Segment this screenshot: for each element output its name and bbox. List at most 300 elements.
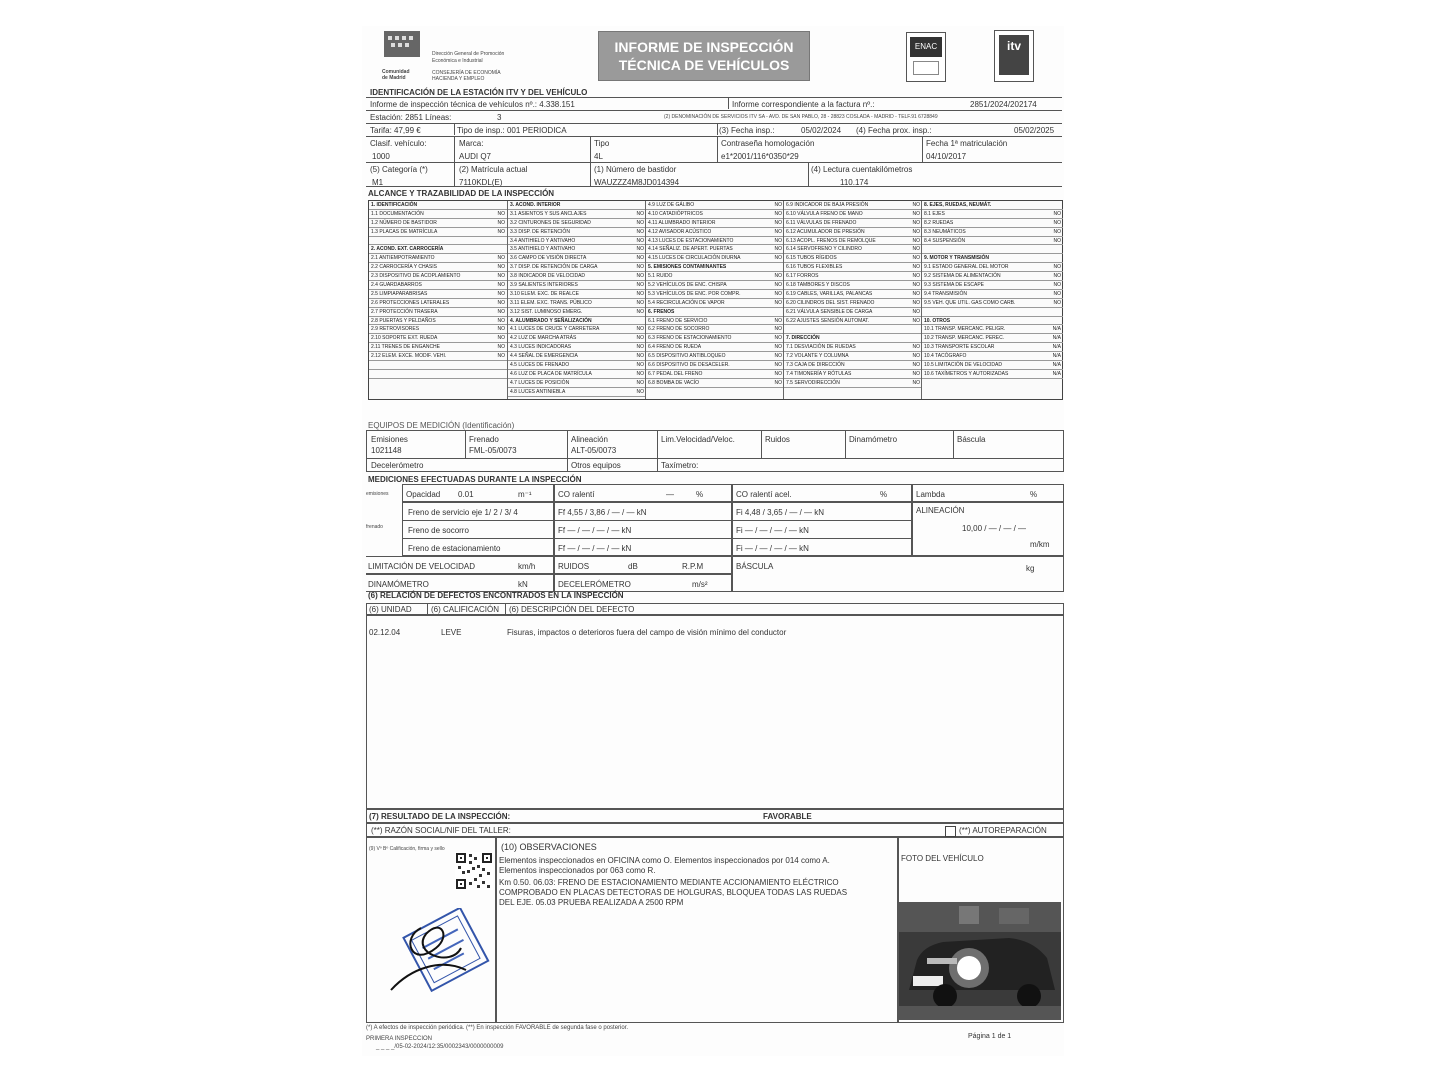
decelerometer-label: DECELERÓMETRO [558,580,631,589]
scope-item [922,254,1063,263]
scope-item [784,299,922,308]
scope-item-value: NO [1053,273,1061,280]
vehicle-class: 1000 [372,152,390,161]
scope-item [508,370,646,379]
scope-item-value: NO [636,246,644,253]
report-title-line-1: INFORME DE INSPECCIÓN [614,39,794,55]
scope-item-value: NO [1053,237,1061,244]
inspection-type: Tipo de insp.: 001 PERIODICA [457,126,567,135]
scope-item-value: NO [636,273,644,280]
scope-item [784,370,922,379]
enac-logo [906,32,946,82]
scope-col-1 [369,201,507,399]
scope-item [922,228,1063,237]
noise-unit: dB [628,562,638,571]
authority-line-1: Dirección General de Promoción [432,51,505,57]
scope-item [508,352,646,361]
parking-brake-ff: Ff — / — / — / — kN [558,544,632,553]
service-brake-ff: Ff 4,55 / 3,86 / — / — kN [558,508,647,517]
scope-item-label: 6.1 FRENO DE SERVICIO [648,317,708,324]
scope-item-label: 6.7 PEDAL DEL FRENO [648,370,703,377]
scope-item [646,237,784,246]
scope-item [922,245,1063,254]
scope-item [646,370,784,379]
service-brake-label: Freno de servicio eje 1/ 2 / 3/ 4 [408,508,518,517]
scope-item-value: NO [497,255,505,262]
scope-item [784,352,922,361]
scope-col-3 [645,201,784,399]
scope-item-value: N/A [1052,335,1061,342]
report-title-line-2: TÉCNICA DE VEHÍCULOS [618,57,790,73]
scope-item-value: NO [912,246,920,253]
scope-item-value: NO [497,264,505,271]
identification-title: IDENTIFICACIÓN DE LA ESTACIÓN ITV Y DEL VEHÍCULO [370,88,588,97]
scope-item [646,343,784,352]
scope-item [922,237,1063,246]
footer-note: (*) A efectos de inspección periódica. (**) En inspección FAVORABLE de segunda fase o posterior. [366,1025,629,1031]
scope-item-value: NO [912,282,920,289]
scope-item-value: NO [774,210,782,217]
scope-item-label: 9.4 TRANSMISIÓN [924,290,967,297]
scope-item-value: NO [636,370,644,377]
self-repair-checkbox[interactable] [945,826,956,837]
scope-item-label: 3.1 ASIENTOS Y SUS ANCLAJES [510,210,587,217]
authority-line-3: CONSEJERÍA DE ECONOMÍA [432,70,501,76]
opacity-value: 0.01 [458,490,474,499]
page-number: Página 1 de 1 [968,1033,1012,1040]
result-value: FAVORABLE [763,812,812,821]
scope-item-value: NO [774,255,782,262]
scope-item-label: 2.9 RETROVISORES [371,326,420,333]
scope-item-value: N/A [1052,362,1061,369]
scope-item [508,263,646,272]
type-label: Tipo [594,139,610,148]
scope-item-label: 6. FRENOS [648,308,675,315]
scope-item-label: 3.3 DISP. DE RETENCIÓN [510,228,570,235]
scope-item [922,352,1063,361]
scope-item-label: 8. EJES, RUEDAS, NEUMÁT. [924,202,992,208]
scope-item [922,308,1063,317]
scope-item-value: NO [497,344,505,351]
co-unit: % [696,490,704,499]
scope-item-value: NO [497,219,505,226]
scope-item-label: 4.4 SEÑAL DE EMERGENCIA [510,353,578,360]
scope-item-label: 2.5 LIMPIAPARABRISAS [371,290,428,297]
noise-equipment-label: Ruidos [765,435,790,444]
first-registration: 04/10/2017 [926,152,967,161]
scope-item [784,290,922,299]
alignment-value: 10,00 / — / — / — [962,524,1027,533]
scope-item-value: NO [636,344,644,351]
scope-item [784,379,922,388]
scope-item [646,325,784,334]
category-label: (5) Categoría (*) [370,165,428,174]
scope-item-label: 1. IDENTIFICACIÓN [371,202,418,208]
scope-item-value: NO [636,379,644,386]
observation-line-3: Km 0.50. 06.03: FRENO DE ESTACIONAMIENTO MEDIANTE ACCIONAMIENTO ELÉCTRICO [499,878,839,887]
scope-item [508,245,646,254]
scope-item [646,299,784,308]
scope-item-label: 6.12 ACUMULADOR DE PRESIÓN [786,228,865,235]
scope-item-label: 6.16 TUBOS FLEXIBLES [786,264,843,271]
scope-item-value: NO [774,290,782,297]
scope-item-value: NO [774,353,782,360]
scope-item-value: NO [1053,264,1061,271]
speed-equipment-label: Lim.Velocidad/Veloc. [661,435,735,444]
inspection-report-sheet [362,26,1064,1056]
scope-item-value: N/A [1052,353,1061,360]
scope-item-value: NO [774,370,782,377]
scope-item [508,317,646,326]
scope-item-value: NO [636,362,644,369]
scope-item-label: 4.9 LUZ DE GÁLIBO [648,202,695,208]
scope-item-label: 6.9 INDICADOR DE BAJA PRESIÓN [786,202,869,208]
scope-item-value: NO [497,282,505,289]
scope-item-value: NO [636,308,644,315]
scope-item [646,317,784,326]
emergency-brake-fi: Fi — / — / — / — kN [736,526,809,535]
scope-item [508,343,646,352]
inspection-date-label: (3) Fecha insp.: [719,126,775,135]
inspection-date: 05/02/2024 [801,126,842,135]
scope-item-value: NO [912,228,920,235]
alignment-equipment-value: ALT-05/0073 [571,446,617,455]
type: 4L [594,152,603,161]
self-repair-label: (**) AUTOREPARACIÓN [959,826,1047,835]
scope-item-value: NO [497,335,505,342]
scope-item-label: 1.3 PLACAS DE MATRÍCULA [371,228,438,235]
scope-item [646,290,784,299]
dynamometer-unit: kN [518,580,528,589]
defects-col-unit: (6) UNIDAD [369,605,412,614]
scope-item [784,245,922,254]
scope-item-label: 10.1 TRANSP. MERCANC. PELIGR. [924,326,1006,333]
scope-col-4 [783,201,922,399]
scope-item [646,379,784,388]
scope-item-label: 8.2 RUEDAS [924,219,954,226]
scope-item-value: NO [636,326,644,333]
scope-item [369,317,507,326]
scope-item [784,334,922,343]
scope-item-label: 4.8 LUCES ANTINIEBLA [510,388,566,395]
scope-item-value: NO [497,353,505,360]
scope-item-label: 8.1 EJES [924,210,945,217]
scope-item-value: NO [912,370,920,377]
madrid-logo [384,31,420,65]
scope-item [508,281,646,290]
speed-limit-unit: km/h [518,562,536,571]
scope-item-value: NO [774,362,782,369]
scope-item [646,245,784,254]
scope-item [369,281,507,290]
scale-label: BÁSCULA [736,562,774,571]
scope-item-value: NO [774,344,782,351]
scope-item [922,272,1063,281]
scope-item-label: 3.9 SALIENTES INTERIORES [510,282,578,289]
scope-item [369,201,507,210]
defects-list [366,615,1064,809]
scope-item [922,263,1063,272]
scope-item-label: 3.11 ELEM. EXC. TRANS. PÚBLICO [510,299,592,306]
dynamometer-label: DINAMÓMETRO [368,580,429,589]
station-address: (2) DENOMINACIÓN DE SERVICIOS ITV SA - AVD. DE SAN PABLO, 28 - 28823 COSLADA - MADRID - TELF.91 6728849 [664,114,938,120]
scope-item [784,272,922,281]
other-equipment-label: Otros equipos [571,461,621,470]
scope-item [508,290,646,299]
scope-item [922,334,1063,343]
scope-item-label: 6.18 TAMBORES Y DISCOS [786,282,850,289]
enac-logo-text: ENAC [910,37,942,57]
observation-line-1: Elementos inspeccionados en OFICINA como O. Elementos inspeccionados por 014 como A. [499,856,830,865]
parking-brake-label: Freno de estacionamiento [408,544,501,553]
scope-item-value: NO [912,210,920,217]
scope-item [369,343,507,352]
scope-item-value: NO [774,379,782,386]
vehicle-photo-box [898,837,1064,1023]
vin-label: (1) Número de bastidor [594,165,677,174]
scope-item [922,299,1063,308]
scope-item-label: 7. DIRECCIÓN [786,335,820,342]
scope-item-label: 2.6 PROTECCIONES LATERALES [371,299,450,306]
scope-item-label: 6.15 TUBOS RÍGIDOS [786,255,837,262]
vehicle-photo [899,902,1061,1020]
scope-item-label: 5.3 VEHÍCULOS DE ENC. POR COMPR. [648,290,741,297]
brand-label: Marca: [459,139,484,148]
scope-item [922,219,1063,228]
scope-item [646,334,784,343]
scope-item-label: 4.12 AVISADOR ACÚSTICO [648,228,712,235]
scope-item [784,263,922,272]
scope-item-value: NO [497,326,505,333]
opacity-unit: m⁻¹ [518,490,532,499]
scope-item [508,254,646,263]
scope-item-label: 4.6 LUZ DE PLACA DE MATRÍCULA [510,370,592,377]
equipment-table [366,430,1064,472]
scope-item [922,361,1063,370]
scope-item [646,254,784,263]
observations-box [496,837,898,1023]
scope-item [369,370,507,379]
homologation-label: Contraseña homologación [721,139,815,148]
station-info: Estación: 2851 Líneas: [370,113,452,122]
scope-item-value: N/A [1052,370,1061,377]
scope-item-value: NO [774,299,782,306]
scope-item-value: NO [912,237,920,244]
signature-box [366,837,496,1023]
scope-item-label: 6.6 DISPOSITIVO DE DESACELER. [648,362,730,369]
scope-item-value: NO [912,308,920,315]
odometer-label: (4) Lectura cuentakilómetros [811,165,913,174]
scope-item-label: 2.12 ELEM. EXCE. MODIF. VEHI. [371,353,447,360]
scope-item-value: NO [636,237,644,244]
decelerometer-equipment-label: Decelerómetro [371,461,424,470]
scope-grid [368,200,1063,400]
scope-item-value: NO [497,290,505,297]
scope-item-label: 7.1 DESVIACIÓN DE RUEDAS [786,344,856,351]
scope-item [508,272,646,281]
emergency-brake-ff: Ff — / — / — / — kN [558,526,632,535]
scope-item-label: 4.10 CATADIÓPTRICOS [648,210,703,217]
dynamometer-equipment-label: Dinamómetro [849,435,898,444]
scope-item-label: 4.13 LUCES DE ESTACIONAMIENTO [648,237,734,244]
scope-item [508,388,646,397]
scope-item-value: NO [912,255,920,262]
defects-col-class: (6) CALIFICACIÓN [431,605,500,614]
scale-equipment-label: Báscula [957,435,986,444]
workshop-row [366,823,1064,837]
scope-item [784,228,922,237]
scope-item [508,237,646,246]
co-accel-label: CO ralentí acel. [736,490,792,499]
itv-logo [994,30,1034,82]
scope-item-value: NO [636,335,644,342]
scope-item [784,343,922,352]
scope-item-value: NO [774,326,782,333]
scope-item [646,263,784,272]
scope-item-value: N/A [1052,326,1061,333]
scope-item-label: 6.17 FORROS [786,273,819,280]
rpm-unit: R.P.M [682,562,704,571]
scope-item-value: NO [1053,228,1061,235]
scope-item-label: 4.11 ALUMBRADO INTERIOR [648,219,716,226]
equipment-title: EQUIPOS DE MEDICIÓN (Identificación) [368,421,515,430]
scope-item-value: NO [636,219,644,226]
scope-item [508,299,646,308]
scope-item-label: 9.1 ESTADO GENERAL DEL MOTOR [924,264,1009,271]
alignment-label: ALINEACIÓN [916,506,965,515]
scope-item-value: NO [774,282,782,289]
defect-row [367,628,1057,640]
scope-item [369,352,507,361]
photo-label: FOTO DEL VEHÍCULO [901,854,984,863]
scope-item-label: 6.11 VÁLVULAS DE FRENADO [786,219,857,226]
odometer: 110.174 [840,178,869,187]
scope-item-value: NO [1053,290,1061,297]
scope-item [369,237,507,246]
scope-item-label: 6.4 FRENO DE RUEDA [648,344,702,351]
scope-item-value: NO [1053,299,1061,306]
scope-item-value: NO [636,228,644,235]
scope-item-label: 2.10 SOPORTE EXT. RUEDA [371,335,438,342]
scope-item-label: 7.3 CAJA DE DIRECCIÓN [786,362,845,369]
defects-header [366,603,1064,615]
scope-item [922,281,1063,290]
scope-item-value: NO [912,264,920,271]
scope-item-label: 7.5 SERVODIRECCIÓN [786,379,840,386]
category: M1 [372,178,384,187]
footer-code: _ _ _ _/05-02-2024/12:35/0002343/0000000009 [376,1044,504,1050]
observation-line-4: COMPROBADO EN PLACAS DETECTORAS DE HOLGURAS, BLOQUEA TODAS LAS RUEDAS [499,888,848,897]
defect-grade: LEVE [441,628,462,637]
parking-brake-fi: Fi — / — / — / — kN [736,544,809,553]
scope-item-label: 8.3 NEUMÁTICOS [924,228,966,235]
scope-item-value: NO [497,273,505,280]
opacity-label: Opacidad [406,490,441,499]
scope-item [369,228,507,237]
observations-title: (10) OBSERVACIONES [501,842,597,852]
scope-item [922,317,1063,326]
scope-item-value: NO [774,202,782,208]
itv-logo-text: itv [999,35,1029,75]
scope-item-label: 6.3 FRENO DE ESTACIONAMIENTO [648,335,732,342]
scope-item-value: NO [912,202,920,208]
scope-item-value: NO [912,317,920,324]
scope-item-value: NO [636,282,644,289]
observation-line-2: Elementos inspeccionados por 063 como R. [499,866,656,875]
scope-col-5 [921,201,1063,399]
scope-item-value: NO [636,388,644,395]
scope-item-label: 6.20 CILINDROS DEL SIST. FRENADO [786,299,875,306]
scope-item-value: NO [912,379,920,386]
scope-item [508,379,646,388]
scope-item-label: 9.3 SISTEMA DE ESCAPE [924,282,985,289]
authority-line-2: Económica e Industrial [432,58,483,64]
scope-item-value: NO [636,299,644,306]
scope-item-label: 6.13 ACOPL. FRENOS DE REMOLQUE [786,237,876,244]
result-label: (7) RESULTADO DE LA INSPECCIÓN: [369,812,511,821]
co-accel-unit: % [880,490,888,499]
scope-item-value: NO [497,308,505,315]
lambda-label: Lambda [916,490,945,499]
scope-item-value: NO [912,273,920,280]
scope-item-label: 9. MOTOR Y TRANSMISIÓN [924,255,990,262]
workshop-label: (**) RAZÓN SOCIAL/NIF DEL TALLER: [371,826,511,835]
report-title-banner [598,31,810,81]
scope-item-label: 4.15 LUCES DE CIRCULACIÓN DIURNA [648,255,741,262]
scope-item [508,361,646,370]
scope-item-value: NO [636,264,644,271]
scope-item-value: NO [497,299,505,306]
scope-item [508,219,646,228]
scope-item [646,308,784,317]
scope-item [508,308,646,317]
brake-equipment-value: FML-05/0073 [469,446,517,455]
defect-unit: 02.12.04 [369,628,401,637]
plate-label: (2) Matrícula actual [459,165,528,174]
scope-item-value: NO [774,317,782,324]
scope-item [784,317,922,326]
scope-item-label: 1.2 NÚMERO DE BASTIDOR [371,219,437,226]
scope-item [369,334,507,343]
scope-item [646,361,784,370]
defects-title: (6) RELACIÓN DE DEFECTOS ENCONTRADOS EN LA INSPECCIÓN [368,591,624,600]
scope-item-label: 3.2 CINTURONES DE SEGURIDAD [510,219,591,226]
scope-item-label: 10. OTROS [924,317,951,324]
scope-item-label: 5.4 RECIRCULACIÓN DE VAPOR [648,299,725,306]
emissions-equipment-label: Emisiones [371,435,408,444]
scope-item [646,219,784,228]
next-date: 05/02/2025 [1014,126,1055,135]
official-stamp-signature [381,908,491,998]
scope-item-label: 4. ALUMBRADO Y SEÑALIZACIÓN [510,317,592,324]
scope-item [369,361,507,370]
brakes-row-label: frenado [366,524,383,530]
emissions-equipment-value: 1021148 [371,446,402,455]
scope-item [784,210,922,219]
next-date-label: (4) Fecha prox. insp.: [856,126,932,135]
scope-item [922,210,1063,219]
scope-item [369,272,507,281]
invoice-value: 2851/2024/202174 [970,100,1037,109]
scope-title: ALCANCE Y TRAZABILIDAD DE LA INSPECCIÓN [368,189,555,198]
measurements-table [366,484,1064,594]
scope-item [922,370,1063,379]
scope-item-value: NO [774,237,782,244]
scope-item-label: 3.7 DISP. DE RETENCIÓN DE CARGA [510,264,598,271]
scope-item-value: NO [1053,210,1061,217]
service-brake-fi: Fi 4,48 / 3,65 / — / — kN [736,508,825,517]
scope-item [508,334,646,343]
